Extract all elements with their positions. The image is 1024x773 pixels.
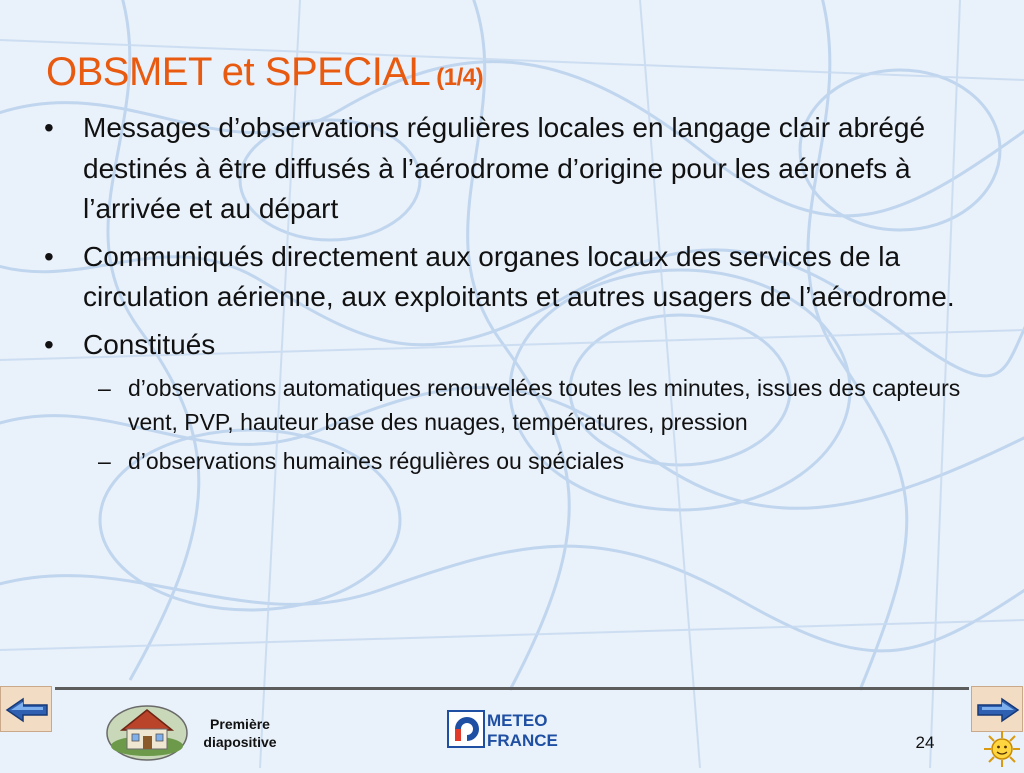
bullet-text: Communiqués directement aux organes locaux des services de la circulation aérienne, aux exploitants et autres usagers de l’aérodrome. (83, 240, 955, 312)
home-button[interactable] (104, 700, 190, 762)
sub-bullet-marker: – (98, 448, 111, 474)
footer-divider (55, 687, 969, 690)
first-slide-label-line2: diapositive (203, 734, 277, 750)
logo-text-line2: FRANCE (487, 731, 558, 750)
house-icon (104, 700, 190, 762)
first-slide-link[interactable] (190, 715, 290, 751)
slide-title-counter: (1/4) (436, 64, 484, 91)
logo-text-line1: METEO (487, 711, 548, 730)
sub-bullet-marker: – (98, 375, 111, 401)
sun-icon (982, 730, 1022, 768)
page-number: 24 (915, 733, 935, 752)
bullet-text: Messages d’observations régulières locales en langage clair abrégé destinés à être diffusés à l’aérodrome d’origine pour les aéronefs à l’arrivée et au départ (83, 112, 926, 224)
meteo-france-logo (447, 708, 575, 750)
bullet-marker: • (44, 112, 54, 143)
first-slide-label-line1: Première (210, 716, 270, 732)
slide-title (46, 48, 483, 102)
sub-bullet-text: d’observations humaines régulières ou spéciales (128, 448, 625, 474)
bullet-marker: • (44, 240, 54, 272)
slide-title-main: OBSMET et SPECIAL (46, 50, 431, 94)
bullet-text: Constitués (83, 328, 216, 360)
sub-bullet-text: d’observations automatiques renouvelées toutes les minutes, issues des capteurs vent, PVP, hauteur base des nuages, températures, pression (128, 375, 961, 435)
next-slide-button[interactable] (971, 686, 1023, 732)
arrow-right-icon (972, 687, 1024, 733)
bullet-item (40, 108, 1000, 230)
previous-slide-button[interactable] (0, 686, 52, 732)
arrow-left-icon (1, 687, 53, 733)
sub-bullet-item (40, 445, 1000, 479)
bullet-marker: • (44, 328, 54, 360)
bullet-item (40, 325, 1000, 366)
sun-button[interactable] (982, 730, 1022, 768)
sub-bullet-item (40, 372, 1000, 439)
bullet-item (40, 237, 1000, 318)
slide-content (40, 108, 1000, 485)
